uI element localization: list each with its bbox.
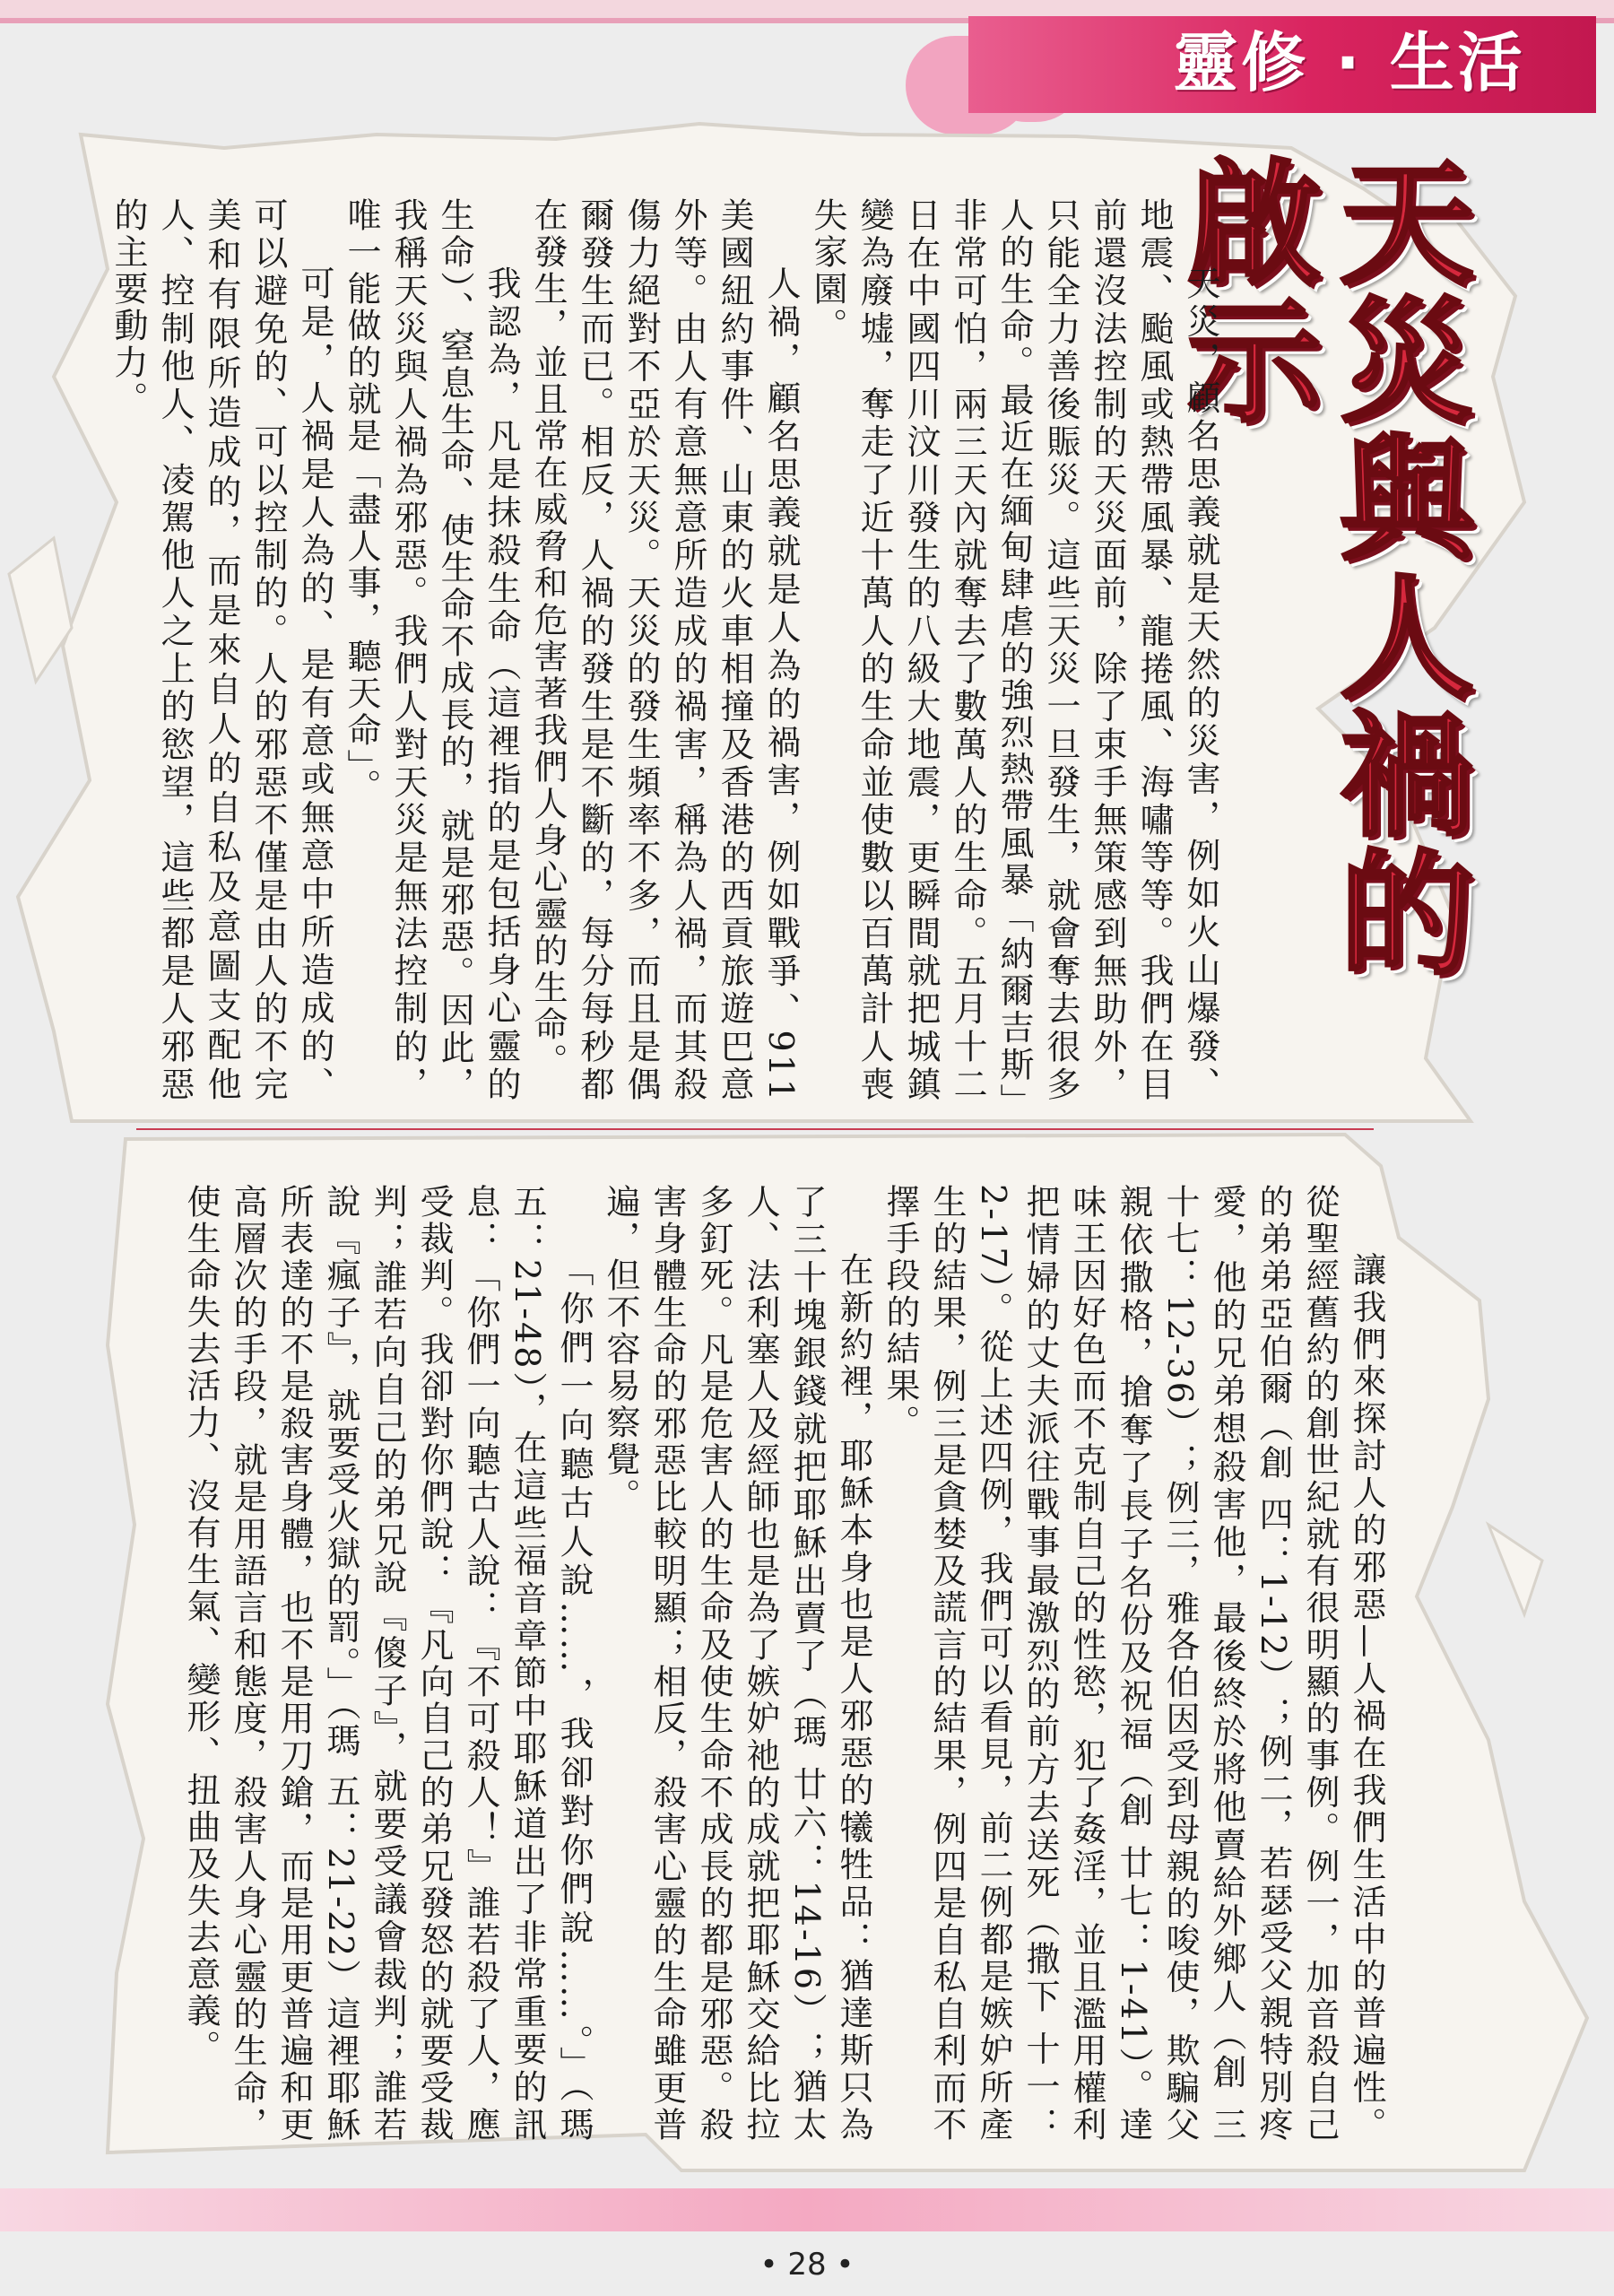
footer-band xyxy=(0,2188,1614,2231)
top-paragraph-2: 人禍，顧名思義就是人為的禍害，例如戰爭、911美國紐約事件、山東的火車相撞及香港的西貢旅遊巴意外等。由人有意無意所造成的禍害，稱為人禍，而其殺傷力絕對不亞於天災。天災的發生頻率不多，而且是偶爾發生而已。相反，人禍的發生是不斷的，每分每秒都在發生，並且常在威脅和危害著我們人身心靈的生命。 xyxy=(528,197,801,1103)
section-title: 靈修 · 生活 xyxy=(1173,25,1526,100)
article-bottom-columns xyxy=(99,1184,1390,2144)
bottom-paragraph-1: 讓我們來探討人的邪惡—人禍在我們生活中的普遍性。從聖經舊約的創世紀就有很明顯的事例。例一，加音殺自己的弟弟亞伯爾（創 四：1-12）；例二，若瑟受父親特別疼愛，他的兄弟想殺害他，最後終於將他賣給外鄉人（創 三十七：12-36）；例三，雅各伯因受到母親的唆使，欺騙父親依撒格，搶奪了長子名份及祝福（創 廿七：1-41）。達味王因好色而不克制自己的性慾，犯了姦淫，並且濫用權利把情婦的丈夫派往戰事最激烈的前方去送死（撒下 十一：2-17）。從上述四例，我們可以看見，前二例都是嫉妒所產生的結果，例三是貪婪及謊言的結果，例四是自私自利而不擇手段的結果。 xyxy=(881,1184,1386,2144)
bottom-paragraph-3: 「你們一向聽古人說……，我卻對你們說……。」（瑪 五：21-48），在這些福音章節中耶穌道出了非常重要的訊息：「你們一向聽古人說：『不可殺人！』誰若殺了人，應受裁判。我卻對你們說：『凡向自己的弟兄發怒的就要受裁判；誰若向自己的弟兄說『傻子』，就要受議會裁判；誰若說『瘋子』，就要受火獄的罰。」（瑪 五：21-22）這裡耶穌所表達的不是殺害身體，也不是用刀鎗，而是用更普遍和更高層次的手段，就是用語言和態度，殺害人身心靈的生命，使生命失去活力、沒有生氣、變形、扭曲及失去意義。 xyxy=(181,1184,594,2144)
section-divider xyxy=(136,1128,1374,1130)
article-title: 天災與人禍的啟示 xyxy=(1164,152,1472,981)
page-number: • 28 • xyxy=(759,2247,855,2283)
bottom-paragraph-2: 在新約裡，耶穌本身也是人邪惡的犧牲品：猶達斯只為了三十塊銀錢就把耶穌出賣了（瑪 廿六：14-16）；猶太人、法利塞人及經師也是為了嫉妒祂的成就把耶穌交給比拉多釘死。凡是危害人的生命及使生命不成長的都是邪惡。殺害身體生命的邪惡比較明顯；相反，殺害心靈的生命雖更普遍，但不容易察覺。 xyxy=(601,1184,873,2144)
top-paragraph-4: 可是，人禍是人為的、是有意或無意中所造成的、可以避免的、可以控制的。人的邪惡不僅是由人的不完美和有限所造成的，而是來自人的自私及意圖支配他人、控制他人、凌駕他人之上的慾望，這些都是人邪惡的主要動力。 xyxy=(108,197,334,1103)
top-paragraph-1: 天災，顧名思義就是天然的災害，例如火山爆發、地震、颱風或熱帶風暴、龍捲風、海嘯等等。我們在目前還沒法控制的天災面前，除了束手無策感到無助外，只能全力善後賑災。這些天災一旦發生，就會奪去很多人的生命。最近在緬甸肆虐的強烈熱帶風暴「納爾吉斯」非常可怕，兩三天內就奪去了數萬人的生命。五月十二日在中國四川汶川發生的八級大地震，更瞬間就把城鎮變為廢墟，奪走了近十萬人的生命並使數以百萬計人喪失家園。 xyxy=(808,197,1220,1103)
paper-shard-left xyxy=(9,538,72,682)
paper-shard-right xyxy=(1488,1525,1542,1614)
top-paragraph-3: 我認為，凡是抹殺生命（這裡指的是包括身心靈的生命）、窒息生命、使生命不成長的，就是邪惡。因此，我稱天災與人禍為邪惡。我們人對天災是無法控制的，唯一能做的就是「盡人事，聽天命」。 xyxy=(342,197,521,1103)
article-top-columns xyxy=(99,197,1224,1103)
